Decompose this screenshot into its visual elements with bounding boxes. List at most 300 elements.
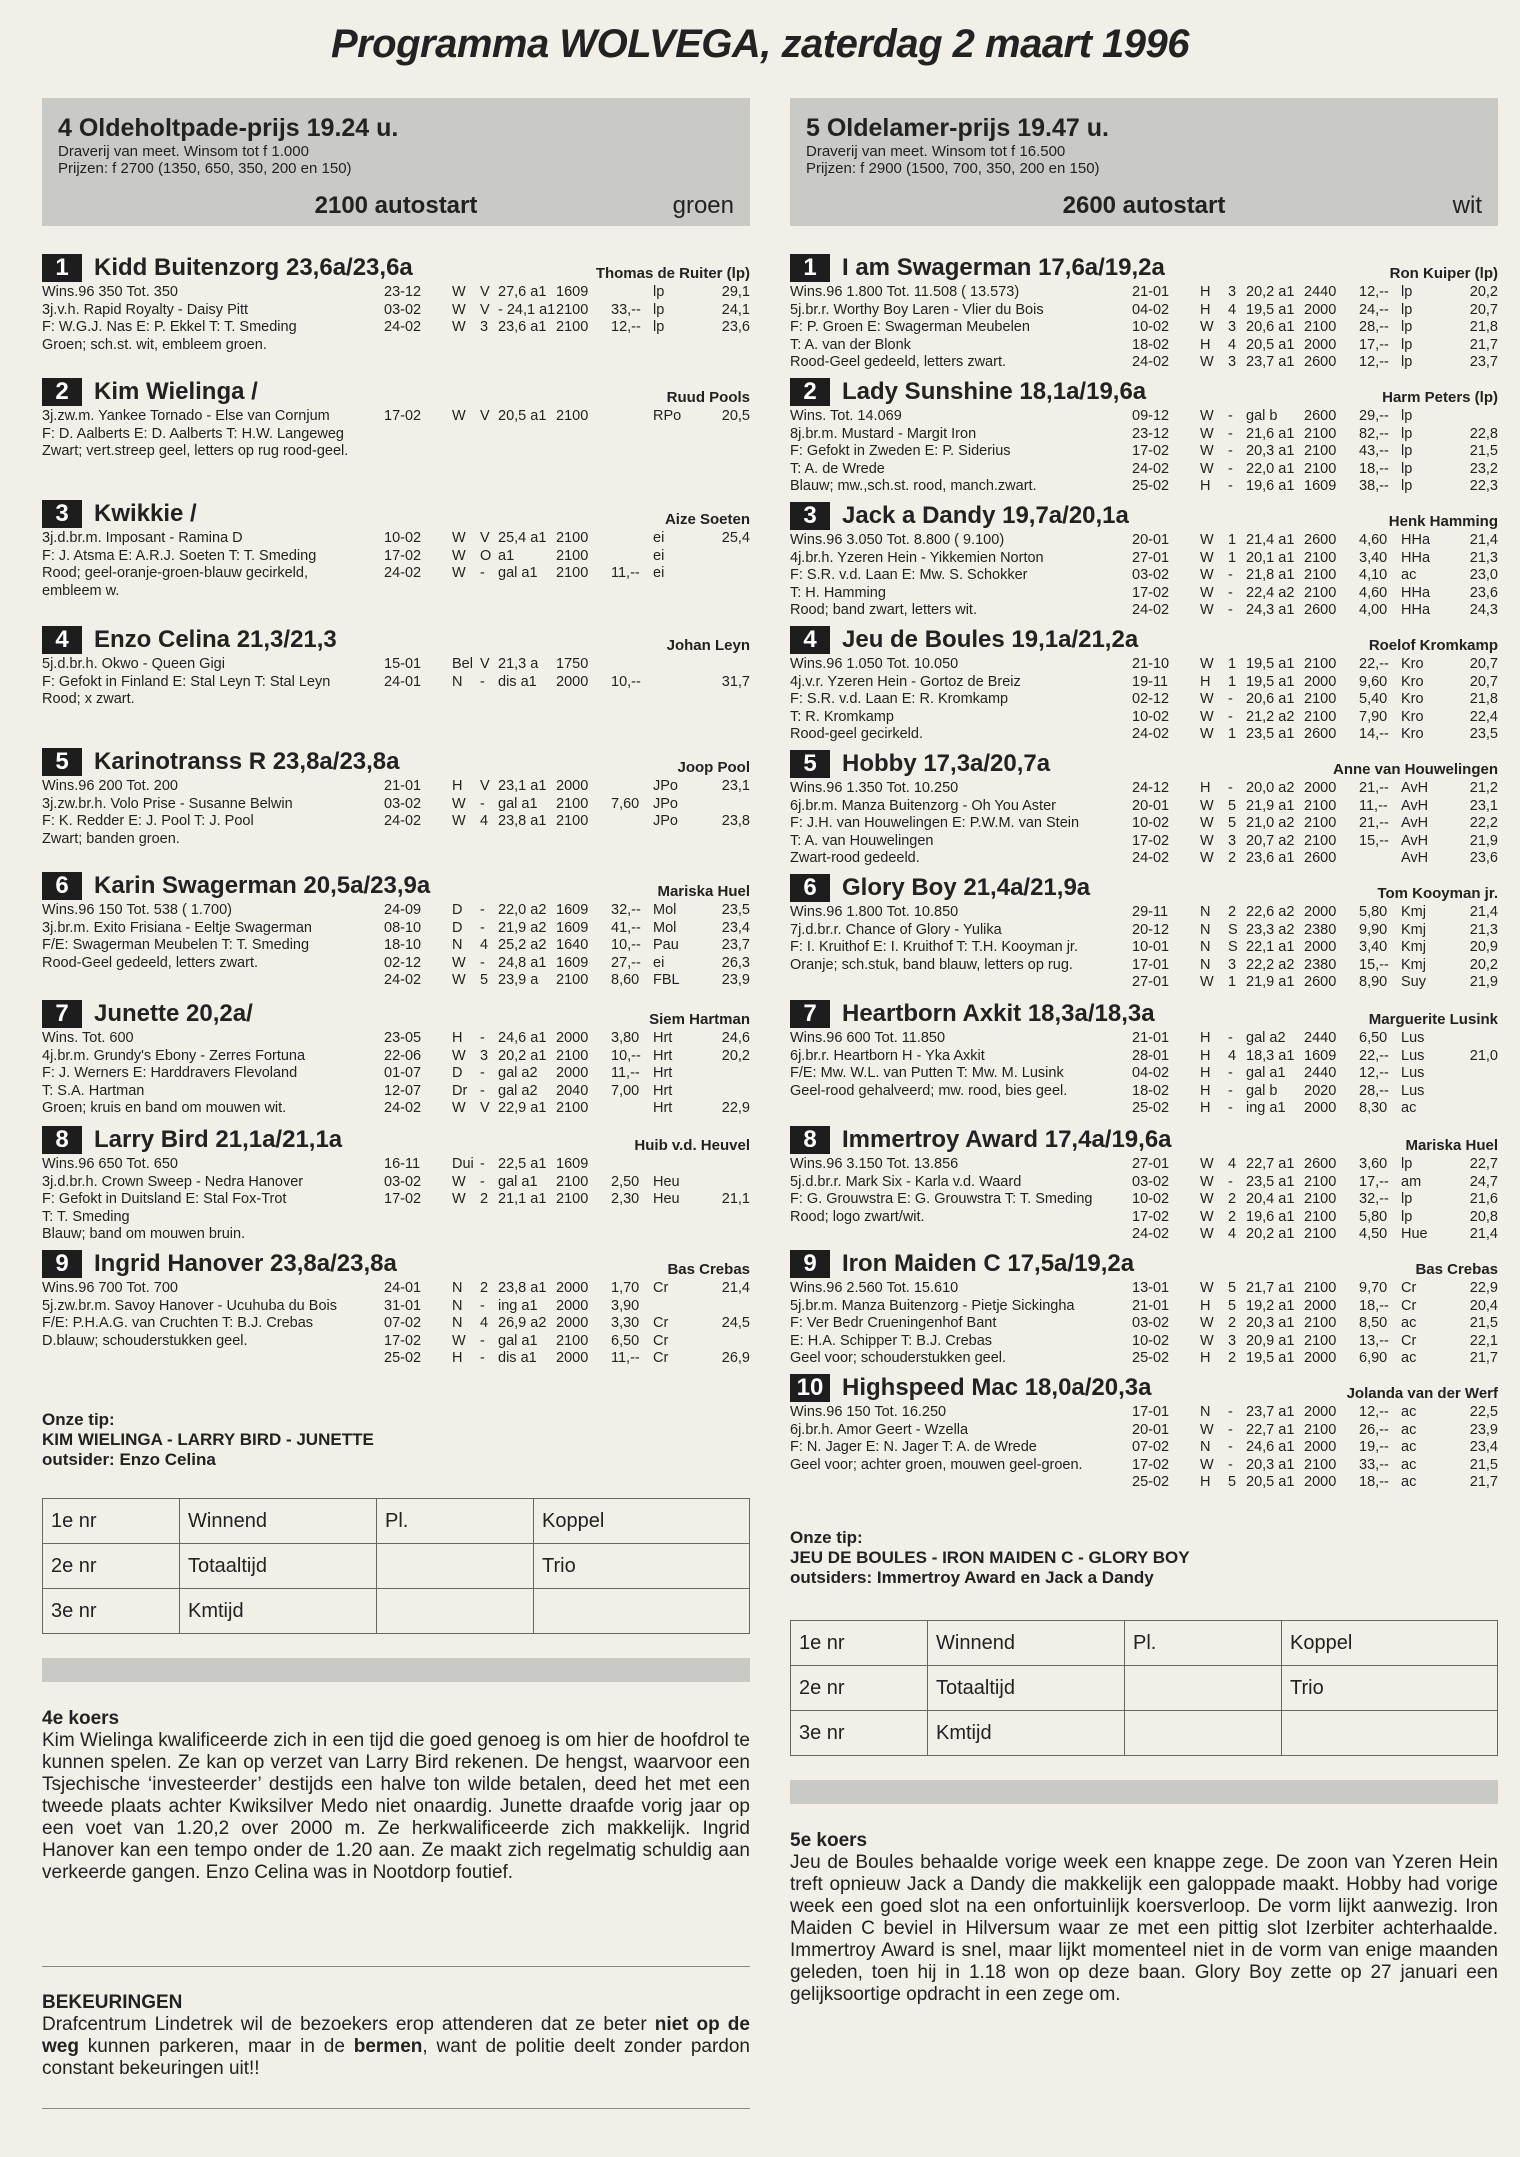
race-title: 4 Oldeholtpade-prijs 19.24 u. bbox=[58, 114, 399, 142]
result-cell: 03-02 bbox=[1132, 1173, 1170, 1190]
text-bold: niet op de weg bbox=[42, 2014, 750, 2057]
result-cell: 2000 bbox=[1304, 1439, 1337, 1455]
horse-header bbox=[42, 1122, 750, 1154]
result-cell: 23,9 bbox=[1469, 1421, 1498, 1438]
result-row bbox=[384, 1333, 750, 1351]
result-cell: lp bbox=[653, 284, 665, 300]
driver-name: Henk Hamming bbox=[1388, 513, 1498, 530]
result-cell: 25,4 bbox=[721, 530, 750, 546]
grid-cell: Winnend bbox=[928, 1621, 1125, 1666]
result-cell bbox=[701, 548, 750, 566]
horse-number: 7 bbox=[790, 1000, 830, 1028]
info-line: Zwart; vert.streep geel, letters op rug rood-geel. bbox=[42, 443, 349, 459]
info-line: T: S.A. Hartman bbox=[42, 1082, 145, 1099]
result-cell: 23,6 a1 bbox=[498, 319, 547, 335]
result-cell: 2100 bbox=[1304, 832, 1337, 849]
result-cell: Cr bbox=[1401, 1297, 1417, 1314]
info-line: 3j.br.m. Exito Frisiana - Eeltje Swagerman bbox=[42, 919, 312, 936]
result-cell: W bbox=[1200, 549, 1214, 566]
result-cell: 5,80 bbox=[1359, 904, 1388, 920]
result-cell: 23,2 bbox=[1469, 460, 1498, 477]
result-cell: N bbox=[452, 1315, 463, 1331]
result-cell: 21,5 bbox=[1469, 1456, 1498, 1473]
result-cell: 2100 bbox=[556, 795, 589, 812]
result-cell: W bbox=[1200, 1208, 1214, 1225]
result-cell: 3 bbox=[1228, 956, 1237, 973]
result-cell: 24-02 bbox=[1132, 602, 1170, 618]
horse-number: 5 bbox=[790, 750, 830, 778]
result-cell: 01-07 bbox=[384, 1065, 422, 1081]
result-cell: - bbox=[480, 673, 485, 690]
result-cell: 3,40 bbox=[1359, 549, 1388, 566]
result-cell: 21,8 a1 bbox=[1246, 567, 1295, 583]
driver-name: Johan Leyn bbox=[666, 637, 750, 654]
result-cell: 4 bbox=[1228, 1156, 1237, 1172]
result-row bbox=[1132, 585, 1498, 603]
horse-details bbox=[790, 1030, 1498, 1116]
result-cell: - bbox=[480, 1332, 485, 1349]
result-row bbox=[1132, 1315, 1498, 1333]
result-cell: 1609 bbox=[556, 1156, 589, 1172]
race-conditions: Draverij van meet. Winsom tot f 16.500 bbox=[806, 143, 1066, 160]
result-cell: 21,9 a2 bbox=[498, 919, 547, 936]
result-cell: W bbox=[1200, 797, 1214, 814]
result-cell: 4,00 bbox=[1359, 602, 1388, 618]
result-cell: Kmj bbox=[1401, 921, 1426, 938]
result-cell: - bbox=[480, 902, 485, 918]
horse-number: 4 bbox=[42, 626, 82, 654]
result-cell: - bbox=[1228, 478, 1233, 494]
result-cell: 23-12 bbox=[1132, 425, 1170, 442]
result-row bbox=[384, 796, 750, 814]
result-cell: 2100 bbox=[556, 1191, 589, 1207]
result-cell: 2100 bbox=[1304, 1173, 1337, 1190]
driver-name: Roelof Kromkamp bbox=[1368, 637, 1498, 654]
result-cell: 15,-- bbox=[1359, 832, 1389, 849]
result-cell: 31,7 bbox=[721, 673, 750, 690]
result-cell: 24-02 bbox=[1132, 726, 1170, 742]
result-cell: 12,-- bbox=[1359, 354, 1389, 370]
result-cell: lp bbox=[653, 319, 665, 335]
horse-details bbox=[42, 656, 750, 709]
grid-cell: 1e nr bbox=[43, 1499, 180, 1544]
driver-name: Ron Kuiper (lp) bbox=[1389, 265, 1498, 282]
result-cell: 20,3 a1 bbox=[1246, 1456, 1295, 1473]
result-row bbox=[384, 1048, 750, 1066]
info-line: Rood; geel-oranje-groen-blauw gecirkeld, bbox=[42, 565, 308, 581]
result-cell: gal a1 bbox=[498, 1332, 538, 1349]
result-cell: 21,4 bbox=[1469, 532, 1498, 548]
result-cell: 21,5 bbox=[1469, 1315, 1498, 1331]
result-cell: 23,7 a1 bbox=[1246, 354, 1295, 370]
result-cell: 20,3 a1 bbox=[1246, 443, 1295, 459]
grid-cell: Totaaltijd bbox=[180, 1544, 377, 1589]
result-row bbox=[384, 1350, 750, 1368]
result-row bbox=[1132, 532, 1498, 550]
result-cell: H bbox=[1200, 478, 1211, 494]
horse-info bbox=[790, 904, 1130, 974]
result-cell: am bbox=[1401, 1173, 1422, 1190]
result-cell: - bbox=[480, 919, 485, 936]
result-cell: lp bbox=[1401, 1191, 1413, 1207]
result-cell: 3 bbox=[1228, 284, 1237, 300]
horse-number: 6 bbox=[790, 874, 830, 902]
horse-info bbox=[42, 284, 382, 354]
result-cell: 17-02 bbox=[384, 1332, 422, 1349]
horse-number: 2 bbox=[42, 378, 82, 406]
result-cell: 20-01 bbox=[1132, 1421, 1170, 1438]
info-line: F: W.G.J. Nas E: P. Ekkel T: T. Smeding bbox=[42, 319, 297, 335]
result-cell: H bbox=[1200, 1030, 1211, 1046]
result-cell: JPo bbox=[653, 795, 678, 812]
result-cell: 29,1 bbox=[721, 284, 750, 300]
horse-number: 4 bbox=[790, 626, 830, 654]
result-cell: ac bbox=[1401, 1100, 1417, 1116]
race-color: wit bbox=[1452, 192, 1482, 219]
result-cell: - bbox=[1228, 1173, 1233, 1190]
horse-details bbox=[42, 778, 750, 848]
result-cell: 03-02 bbox=[1132, 1315, 1170, 1331]
result-cell: - bbox=[1228, 780, 1233, 796]
result-cell: Kro bbox=[1401, 691, 1424, 707]
grid-cell: 2e nr bbox=[43, 1544, 180, 1589]
result-cell: 21,7 bbox=[1469, 336, 1498, 353]
grid-cell bbox=[534, 1589, 750, 1634]
grid-cell bbox=[1125, 1666, 1282, 1711]
text-segment: kunnen parkeren, maar in de bbox=[78, 2036, 354, 2057]
horse-entry bbox=[42, 622, 750, 709]
grid-cell: 1e nr bbox=[791, 1621, 928, 1666]
results-table bbox=[1132, 656, 1498, 744]
result-cell: 2000 bbox=[556, 673, 589, 690]
results-table bbox=[1132, 904, 1498, 992]
result-cell: lp bbox=[1401, 478, 1413, 494]
result-row bbox=[384, 1100, 750, 1118]
results-table bbox=[384, 530, 750, 583]
result-cell: 2600 bbox=[1304, 602, 1337, 618]
driver-name: Ruud Pools bbox=[666, 389, 750, 406]
result-cell: 25-02 bbox=[1132, 1100, 1170, 1116]
result-cell: W bbox=[1200, 1156, 1214, 1172]
result-cell: 4 bbox=[1228, 301, 1237, 318]
result-row bbox=[384, 1083, 750, 1101]
result-cell: ac bbox=[1401, 1315, 1417, 1331]
result-cell bbox=[701, 1333, 750, 1351]
result-row bbox=[1132, 1191, 1498, 1209]
horse-info bbox=[790, 532, 1130, 620]
result-row bbox=[1132, 337, 1498, 355]
result-cell: ac bbox=[1401, 1350, 1417, 1366]
result-row bbox=[384, 902, 750, 920]
result-row bbox=[1132, 709, 1498, 727]
result-cell: 2 bbox=[1228, 850, 1237, 866]
result-cell: Hrt bbox=[653, 1082, 673, 1099]
result-cell: 2000 bbox=[556, 1065, 589, 1081]
result-cell: 24,3 bbox=[1469, 602, 1498, 618]
result-cell: 10,-- bbox=[611, 937, 641, 953]
result-row bbox=[1132, 354, 1498, 372]
result-cell bbox=[701, 1174, 750, 1192]
horse-number: 8 bbox=[790, 1126, 830, 1154]
driver-name: Huib v.d. Heuvel bbox=[634, 1137, 750, 1154]
results-table bbox=[1132, 1030, 1498, 1118]
grid-cell bbox=[377, 1544, 534, 1589]
result-cell: 22,9 bbox=[1469, 1280, 1498, 1296]
result-cell: 23-12 bbox=[384, 284, 422, 300]
info-line: Zwart-rood gedeeld. bbox=[790, 850, 920, 866]
horse-entry bbox=[790, 498, 1498, 620]
result-cell: 2000 bbox=[1304, 336, 1337, 353]
horse-details bbox=[42, 902, 750, 988]
results-table bbox=[1132, 780, 1498, 868]
result-cell: Cr bbox=[653, 1332, 669, 1349]
result-row bbox=[1132, 443, 1498, 461]
result-cell: 21,7 a1 bbox=[1246, 1280, 1295, 1296]
horse-info bbox=[790, 1030, 1130, 1100]
info-line: 5j.d.br.r. Mark Six - Karla v.d. Waard bbox=[790, 1173, 1022, 1190]
result-cell: 1,70 bbox=[611, 1280, 640, 1296]
horse-header bbox=[42, 374, 750, 406]
result-cell bbox=[1449, 1100, 1498, 1118]
info-line: Rood; band zwart, letters wit. bbox=[790, 602, 977, 618]
result-cell: 22,1 a1 bbox=[1246, 939, 1295, 955]
result-cell: 18-02 bbox=[1132, 336, 1170, 353]
result-cell: 21,5 bbox=[1469, 443, 1498, 459]
info-line: 5j.zw.br.m. Savoy Hanover - Ucuhuba du Bois bbox=[42, 1297, 337, 1314]
result-cell: V bbox=[480, 530, 490, 546]
grid-cell: Pl. bbox=[1125, 1621, 1282, 1666]
result-cell: W bbox=[452, 1100, 466, 1116]
grid-cell: Winnend bbox=[180, 1499, 377, 1544]
info-line: F/E: Swagerman Meubelen T: T. Smeding bbox=[42, 937, 310, 953]
horse-number: 2 bbox=[790, 378, 830, 406]
bekeuringen-text bbox=[42, 2014, 750, 2080]
result-cell: W bbox=[1200, 1173, 1214, 1190]
result-row bbox=[384, 813, 750, 831]
result-cell bbox=[611, 1156, 653, 1174]
koers-block bbox=[42, 1708, 750, 1884]
info-line: 8j.br.m. Mustard - Margit Iron bbox=[790, 425, 977, 442]
result-cell: 3 bbox=[1228, 1332, 1237, 1349]
horse-entry bbox=[790, 1370, 1498, 1490]
result-cell: 20,4 bbox=[1469, 1297, 1498, 1314]
result-cell: 3 bbox=[1228, 319, 1237, 335]
result-cell: 23,5 bbox=[721, 902, 750, 918]
result-cell: 28,-- bbox=[1359, 319, 1389, 335]
horse-number: 7 bbox=[42, 1000, 82, 1028]
koers-text: Kim Wielinga kwalificeerde zich in een tijd die goed genoeg is om hier de hoofdrol te kunnen spelen. Ze kan op verzet van Larry Bird rekenen. De hengst, waarvoor een Tsjechische ‘investeerder’ destijds een halve ton wilde betalen, deed het met een tweede plaats achter Kwiksilver Medo niet onaardig. Junette draafde vorig jaar op een voet van 1.20,2 over 2000 m. Ze herkwalificeerde zich makkelijk. Ingrid Hanover kan een tempo onder de 1.20 aan. Ze maakt zich regelmatig schuldig aan verkeerde gangen. Enzo Celina was in Nootdorp foutief. bbox=[42, 1730, 750, 1883]
result-row bbox=[384, 656, 750, 674]
horse-info bbox=[42, 1156, 382, 1244]
results-table bbox=[1132, 284, 1498, 372]
result-cell: 2020 bbox=[1304, 1082, 1337, 1099]
result-row bbox=[1132, 1280, 1498, 1298]
info-line: Rood-Geel gedeeld, letters zwart. bbox=[42, 954, 258, 971]
race-header bbox=[42, 98, 750, 226]
horse-details bbox=[42, 1280, 750, 1366]
horse-header bbox=[42, 496, 750, 528]
result-cell: 11,-- bbox=[611, 1350, 640, 1366]
results-table bbox=[384, 1156, 750, 1209]
result-cell: - bbox=[1228, 691, 1233, 707]
horse-info bbox=[790, 1404, 1130, 1474]
result-cell: H bbox=[452, 1030, 463, 1046]
result-row bbox=[1132, 1333, 1498, 1351]
result-cell: 11,-- bbox=[1359, 797, 1388, 814]
result-cell: N bbox=[452, 1280, 463, 1296]
result-cell: H bbox=[1200, 1350, 1211, 1366]
result-cell: Kro bbox=[1401, 656, 1424, 672]
result-cell: 2100 bbox=[1304, 691, 1337, 707]
info-line: 5j.br.r. Worthy Boy Laren - Vlier du Bois bbox=[790, 301, 1044, 318]
result-cell: 2100 bbox=[556, 1047, 589, 1064]
horse-header bbox=[42, 868, 750, 900]
driver-name: Bas Crebas bbox=[667, 1261, 750, 1278]
info-line: Wins.96 600 Tot. 11.850 bbox=[790, 1030, 946, 1046]
horse-name: Larry Bird 21,1a/21,1a bbox=[94, 1126, 343, 1153]
result-cell: 23,9 bbox=[721, 972, 750, 988]
result-cell: 13,-- bbox=[1359, 1332, 1389, 1349]
result-cell: 2600 bbox=[1304, 408, 1337, 424]
result-cell: 12,-- bbox=[1359, 1065, 1389, 1081]
divider bbox=[42, 2108, 750, 2109]
result-cell bbox=[701, 1156, 750, 1174]
result-cell: 20,9 bbox=[1469, 939, 1498, 955]
result-cell: JPo bbox=[653, 778, 678, 794]
result-cell: 1 bbox=[1228, 726, 1237, 742]
grid-cell: Trio bbox=[534, 1544, 750, 1589]
result-cell: 26,3 bbox=[721, 954, 750, 971]
result-cell: 1 bbox=[1228, 549, 1237, 566]
result-cell: 28-01 bbox=[1132, 1047, 1170, 1064]
horse-details bbox=[790, 408, 1498, 496]
results-table bbox=[384, 1030, 750, 1118]
result-cell: 20,8 bbox=[1469, 1208, 1498, 1225]
horse-info bbox=[790, 284, 1130, 372]
info-line: Geel voor; schouderstukken geel. bbox=[790, 1350, 1007, 1366]
result-row bbox=[1132, 1422, 1498, 1440]
result-row bbox=[384, 1298, 750, 1316]
result-cell: 20,2 bbox=[721, 1047, 750, 1064]
result-cell: 22,9 bbox=[721, 1100, 750, 1116]
result-cell: 4 bbox=[480, 813, 489, 829]
result-cell: 20,4 a1 bbox=[1246, 1191, 1295, 1207]
result-cell: W bbox=[1200, 691, 1214, 707]
result-cell: 1 bbox=[1228, 656, 1237, 672]
horse-info bbox=[42, 902, 382, 972]
result-row bbox=[384, 972, 750, 990]
driver-name: Mariska Huel bbox=[1405, 1137, 1498, 1154]
result-cell: 24,8 a1 bbox=[498, 954, 547, 971]
result-row bbox=[1132, 1350, 1498, 1368]
result-cell: H bbox=[1200, 780, 1211, 796]
result-cell: HHa bbox=[1401, 549, 1431, 566]
result-cell: N bbox=[452, 1297, 463, 1314]
result-cell: 2100 bbox=[1304, 708, 1337, 725]
horse-number: 6 bbox=[42, 872, 82, 900]
result-cell: 10-02 bbox=[1132, 815, 1170, 831]
result-cell: 1609 bbox=[556, 954, 589, 971]
result-cell: 2,30 bbox=[611, 1191, 640, 1207]
result-cell: 4 bbox=[1228, 1226, 1237, 1242]
grid-cell: 3e nr bbox=[43, 1589, 180, 1634]
result-cell: 24-02 bbox=[1132, 850, 1170, 866]
result-row bbox=[1132, 1209, 1498, 1227]
result-cell: 21,4 bbox=[721, 1280, 750, 1296]
result-cell: Cr bbox=[1401, 1280, 1417, 1296]
result-cell: HHa bbox=[1401, 602, 1431, 618]
result-row bbox=[1132, 302, 1498, 320]
result-cell: 23,5 a1 bbox=[1246, 726, 1295, 742]
result-cell: - bbox=[1228, 1421, 1233, 1438]
result-cell: Lus bbox=[1401, 1030, 1425, 1046]
race-title: 5 Oldelamer-prijs 19.47 u. bbox=[806, 114, 1109, 142]
result-cell: RPo bbox=[653, 408, 682, 424]
result-cell bbox=[611, 548, 653, 566]
result-cell: W bbox=[1200, 532, 1214, 548]
result-cell: 2380 bbox=[1304, 921, 1337, 938]
info-line: 3j.v.h. Rapid Royalty - Daisy Pitt bbox=[42, 301, 249, 318]
result-cell: H bbox=[452, 778, 463, 794]
driver-name: Mariska Huel bbox=[657, 883, 750, 900]
result-cell: - bbox=[1228, 460, 1233, 477]
result-cell: H bbox=[452, 1350, 463, 1366]
result-cell: 18,-- bbox=[1359, 1474, 1389, 1490]
results-table bbox=[384, 284, 750, 337]
result-cell: 03-02 bbox=[384, 301, 422, 318]
result-cell: 25-02 bbox=[1132, 478, 1170, 494]
result-row bbox=[384, 284, 750, 302]
result-row bbox=[1132, 1174, 1498, 1192]
result-cell bbox=[1449, 408, 1498, 426]
result-cell: 10-02 bbox=[384, 530, 422, 546]
result-cell: gal a1 bbox=[498, 1173, 538, 1190]
result-cell: 20,7 bbox=[1469, 301, 1498, 318]
horse-number: 5 bbox=[42, 748, 82, 776]
horse-header bbox=[42, 250, 750, 282]
result-cell: 20,7 a2 bbox=[1246, 832, 1295, 849]
bet-grid bbox=[790, 1620, 1498, 1756]
result-cell: 10-02 bbox=[1132, 708, 1170, 725]
horse-number: 8 bbox=[42, 1126, 82, 1154]
result-cell: 4 bbox=[1228, 336, 1237, 353]
result-cell: 2 bbox=[1228, 1350, 1237, 1366]
results-table bbox=[1132, 532, 1498, 620]
result-cell: 24,-- bbox=[1359, 301, 1389, 318]
result-cell: lp bbox=[1401, 336, 1413, 353]
result-cell: 5 bbox=[480, 972, 489, 988]
result-cell: 22,7 bbox=[1469, 1156, 1498, 1172]
info-line: F: K. Redder E: J. Pool T: J. Pool bbox=[42, 813, 254, 829]
result-cell: 2100 bbox=[1304, 443, 1337, 459]
result-cell: 21,2 a2 bbox=[1246, 708, 1295, 725]
result-cell: W bbox=[452, 1191, 466, 1207]
result-row bbox=[384, 302, 750, 320]
result-cell: 17,-- bbox=[1359, 1173, 1389, 1190]
result-cell: H bbox=[1200, 1474, 1211, 1490]
info-line: Oranje; sch.stuk, band blauw, letters op rug. bbox=[790, 956, 1073, 973]
result-cell: 4,60 bbox=[1359, 532, 1388, 548]
result-cell: 19,5 a1 bbox=[1246, 673, 1295, 690]
result-cell: 24,6 a1 bbox=[1246, 1439, 1295, 1455]
horse-header bbox=[42, 744, 750, 776]
result-cell bbox=[701, 1083, 750, 1101]
result-cell: 23,9 a bbox=[498, 972, 539, 988]
result-row bbox=[1132, 550, 1498, 568]
result-cell: 32,-- bbox=[1359, 1191, 1389, 1207]
result-cell: 2100 bbox=[1304, 797, 1337, 814]
result-cell: 24-02 bbox=[384, 1100, 422, 1116]
